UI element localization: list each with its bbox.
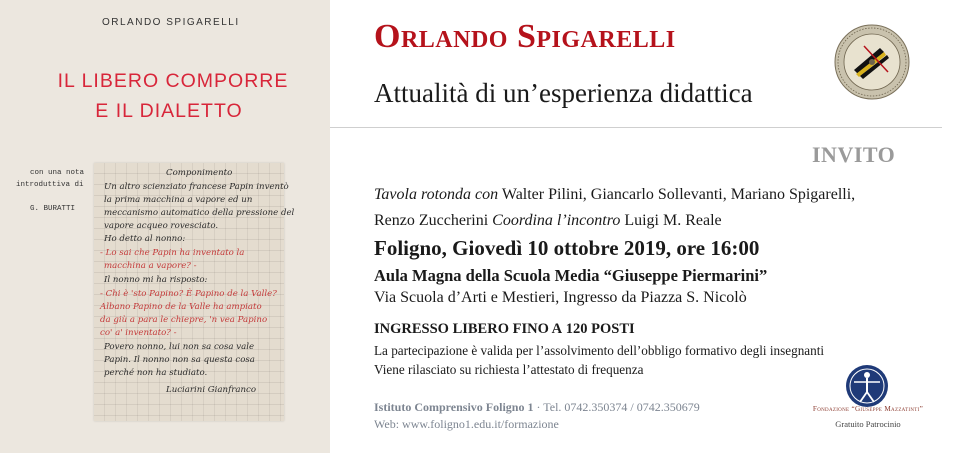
event-venue: Aula Magna della Scuola Media “Giuseppe Piermarini”: [374, 266, 768, 285]
cover-title-line1: IL LIBERO COMPORRE: [57, 70, 289, 92]
handwriting-line: da giù a para le chiepre, 'n vea Papino: [100, 315, 268, 325]
handwriting-line: perché non ha studiato.: [104, 368, 208, 378]
cover-note-line: G. BURATTI: [30, 205, 76, 213]
certificate-note: Viene rilasciato su richiesta l’attestato di frequenza: [374, 362, 644, 377]
handwriting-line: Componimento: [166, 168, 233, 178]
patronage-label: Gratuito Patrocinio: [835, 419, 901, 429]
handwriting-line: Ho detto al nonno:: [104, 234, 186, 244]
handwriting-line: - Lo sai che Papin ha inventato la: [100, 248, 245, 258]
entry-suffix: POSTI: [591, 321, 635, 337]
handwriting-line: co' a' inventato? -: [100, 328, 177, 338]
cover-author: ORLANDO SPIGARELLI: [102, 17, 240, 28]
handwriting-line: Papin. Il nonno non sa questa cosa: [104, 355, 255, 365]
speakers-line2: Renzo Zuccherini: [374, 212, 493, 229]
event-datetime: Foligno, Giovedì 10 ottobre 2019, ore 16:00: [374, 236, 760, 260]
school-phones: · Tel. 0742.350374 / 0742.350679: [533, 400, 700, 414]
handwriting-line: Il nonno mi ha risposto:: [104, 275, 208, 285]
handwriting-line: - Chi è 'sto Papino? È Papino de la Valle?: [100, 289, 277, 299]
event-address: Via Scuola d’Arti e Mestieri, Ingresso da Piazza S. Nicolò: [374, 289, 747, 306]
foundation-name: Fondazione “Giuseppe Mazzatinti”: [812, 405, 924, 413]
entry-count: 120: [562, 321, 592, 337]
school-name: Istituto Comprensivo Foligno 1: [374, 400, 534, 414]
header-divider: [330, 127, 942, 128]
handwriting-line: macchina a vapore? -: [104, 261, 197, 271]
cover-title-line2: E IL DIALETTO: [95, 100, 243, 122]
handwriting-line: vapore acqueo rovesciato.: [104, 221, 219, 231]
roundtable-line: [374, 186, 855, 204]
free-entry-notice: [374, 321, 635, 338]
book-cover-image: [0, 0, 330, 453]
entry-prefix: INGRESSO LIBERO FINO A: [374, 321, 563, 337]
speakers-line1: Walter Pilini, Giancarlo Sollevanti, Mariano Spigarelli,: [498, 186, 856, 203]
invito-label: INVITO: [812, 142, 896, 167]
vitruvian-figure-icon: [845, 364, 889, 408]
coordinator-label: Coordina l’incontro: [492, 212, 621, 229]
handwriting-line: meccanismo automatico della pressione del: [104, 208, 295, 218]
author-name-title: Orlando Spigarelli: [374, 18, 676, 55]
cover-note-line: con una nota: [30, 169, 85, 177]
handwritten-page: [94, 163, 295, 421]
school-contact: [374, 400, 700, 415]
participation-note: La partecipazione è valida per l’assolvimento dell’obbligo formativo degli insegnanti: [374, 343, 825, 358]
handwriting-line: la prima macchina a vapore ed un: [104, 195, 253, 205]
handwriting-signature: Luciarini Gianfranco: [166, 385, 257, 395]
coordinator-name: Luigi M. Reale: [620, 212, 722, 229]
school-website-link[interactable]: Web: www.foligno1.edu.it/formazione: [374, 417, 559, 431]
handwriting-line: Un altro scienziato francese Papin inventò: [104, 182, 289, 192]
handwriting-line: Povero nonno, lui non sa cosa vale: [104, 342, 255, 352]
speakers-line: [374, 212, 722, 230]
handwriting-line: Albano Papino de la Valle ha ampiato: [100, 302, 262, 312]
roundtable-label: Tavola rotonda con: [374, 186, 499, 203]
cover-note-line: introduttiva di: [16, 181, 84, 189]
event-subtitle: Attualità di un’esperienza didattica: [374, 78, 753, 108]
circular-emblem-icon: [834, 24, 910, 100]
